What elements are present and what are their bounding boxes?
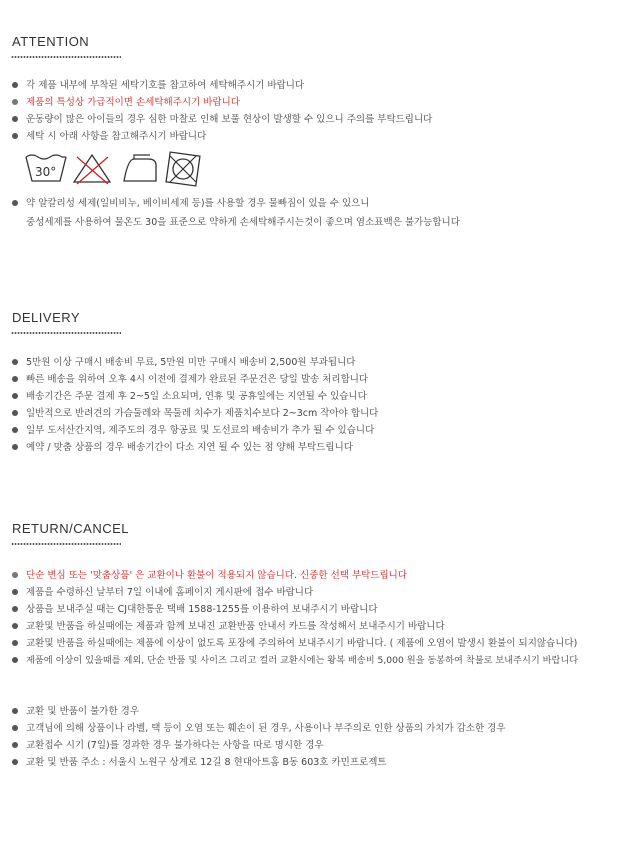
return-item: 교환및 반품을 하실때에는 제품에 이상이 없도록 포장에 주의하여 보내주시기 바랍니다. ( 제품에 오염이 발생시 환불이 되지않습니다)	[12, 637, 577, 650]
attention-note: 약 알칼리성 세제(일비비누, 베이비세제 등)를 사용할 경우 물빠짐이 있을 수 있으니	[12, 197, 369, 210]
delivery-item: 일부 도서산간지역, 제주도의 경우 항공료 및 도선료의 배송비가 추가 될 수 있습니다	[12, 424, 374, 437]
delivery-heading: DELIVERY	[12, 310, 81, 325]
bullet-icon	[12, 99, 18, 105]
return-divider	[11, 543, 121, 545]
bullet-icon	[12, 623, 18, 629]
bullet-icon	[12, 82, 18, 88]
return-item: 제품에 이상이 있을때를 제외, 단순 반품 및 사이즈 그리고 컬러 교환시에는 왕복 배송비 5,000 원을 동봉하여 착불로 보내주시기 바랍니다	[12, 654, 578, 667]
bullet-icon	[12, 589, 18, 595]
bullet-icon	[12, 444, 18, 450]
care-icons	[24, 151, 204, 187]
bullet-icon	[12, 606, 18, 612]
delivery-item: 빠른 배송을 위하여 오후 4시 이전에 결제가 완료된 주문건은 당일 발송 처리합니다	[12, 373, 368, 386]
bullet-icon	[12, 376, 18, 382]
attention-heading: ATTENTION	[12, 34, 90, 49]
bullet-icon	[12, 759, 18, 765]
bullet-icon	[12, 116, 18, 122]
attention-item: 운동량이 많은 아이들의 경우 심한 마찰로 인해 보풀 현상이 발생할 수 있으니 주의를 부탁드립니다	[12, 113, 432, 126]
wash-temp-label: 30°	[35, 165, 57, 179]
bullet-icon	[12, 393, 18, 399]
attention-item: 세탁 시 아래 사항을 참고해주시기 바랍니다	[12, 130, 206, 143]
bullet-icon	[12, 572, 18, 578]
bullet-icon	[12, 640, 18, 646]
bullet-icon	[12, 708, 18, 714]
bullet-icon	[12, 359, 18, 365]
bullet-icon	[12, 427, 18, 433]
non-returnable-heading: 교환 및 반품이 불가한 경우	[12, 705, 139, 718]
return-heading: RETURN/CANCEL	[12, 521, 130, 536]
attention-item: 각 제품 내부에 부착된 세탁기호를 참고하여 세탁해주시기 바랍니다	[12, 79, 304, 92]
non-returnable-item: 고객님에 의해 상품이나 라벨, 택 등이 오염 또는 훼손이 된 경우, 사용이나 부주의로 인한 상품의 가치가 감소한 경우	[12, 722, 506, 735]
iron-icon	[124, 155, 156, 181]
no-tumble-dry-icon	[166, 152, 200, 186]
delivery-item: 일반적으로 반려견의 가슴둘레와 목둘레 치수가 제품치수보다 2~3cm 작아야 합니다	[12, 407, 378, 420]
no-bleach-icon	[74, 155, 110, 184]
attention-divider	[11, 56, 121, 58]
bullet-icon	[12, 200, 18, 206]
non-returnable-item: 교환접수 시기 (7일)를 경과한 경우 불가하다는 사항을 따로 명시한 경우	[12, 739, 324, 752]
return-address: 교환 및 반품 주소 : 서울시 노원구 상계로 12길 8 현대아트홈 B동 603호 카민프로젝트	[12, 756, 387, 769]
bullet-icon	[12, 742, 18, 748]
bullet-icon	[12, 410, 18, 416]
return-item-highlight: 단순 변심 또는 '맞춤상품' 은 교환이나 환불이 적용되지 않습니다. 신중한 선택 부탁드립니다	[12, 569, 407, 582]
attention-item-highlight: 제품의 특성상 가급적이면 손세탁해주시기 바랍니다	[12, 96, 240, 109]
bullet-icon	[12, 133, 18, 139]
delivery-item: 예약 / 맞춤 상품의 경우 배송기간이 다소 지연 될 수 있는 점 양해 부탁드립니다	[12, 441, 353, 454]
delivery-item: 배송기간은 주문 결제 후 2~5일 소요되며, 연휴 및 공휴일에는 지연될 수 있습니다	[12, 390, 367, 403]
bullet-icon	[12, 725, 18, 731]
attention-note-cont: 중성세제를 사용하여 물온도 30을 표준으로 약하게 손세탁해주시는것이 좋으며 염소표백은 불가능합니다	[26, 217, 460, 228]
wash-30-icon	[26, 155, 66, 181]
delivery-item: 5만원 이상 구매시 배송비 무료, 5만원 미만 구매시 배송비 2,500원 부과됩니다	[12, 356, 355, 369]
delivery-divider	[11, 332, 121, 334]
bullet-icon	[12, 657, 18, 663]
return-item: 제품을 수령하신 날부터 7일 이내에 홈페이지 게시판에 접수 바랍니다	[12, 586, 313, 599]
return-item: 상품을 보내주실 때는 CJ대한통운 택배 1588-1255를 이용하여 보내주시기 바랍니다	[12, 603, 378, 616]
return-item: 교환및 반품을 하실때에는 제품과 함께 보내진 교환반품 안내서 카드를 작성해서 보내주시기 바랍니다	[12, 620, 445, 633]
